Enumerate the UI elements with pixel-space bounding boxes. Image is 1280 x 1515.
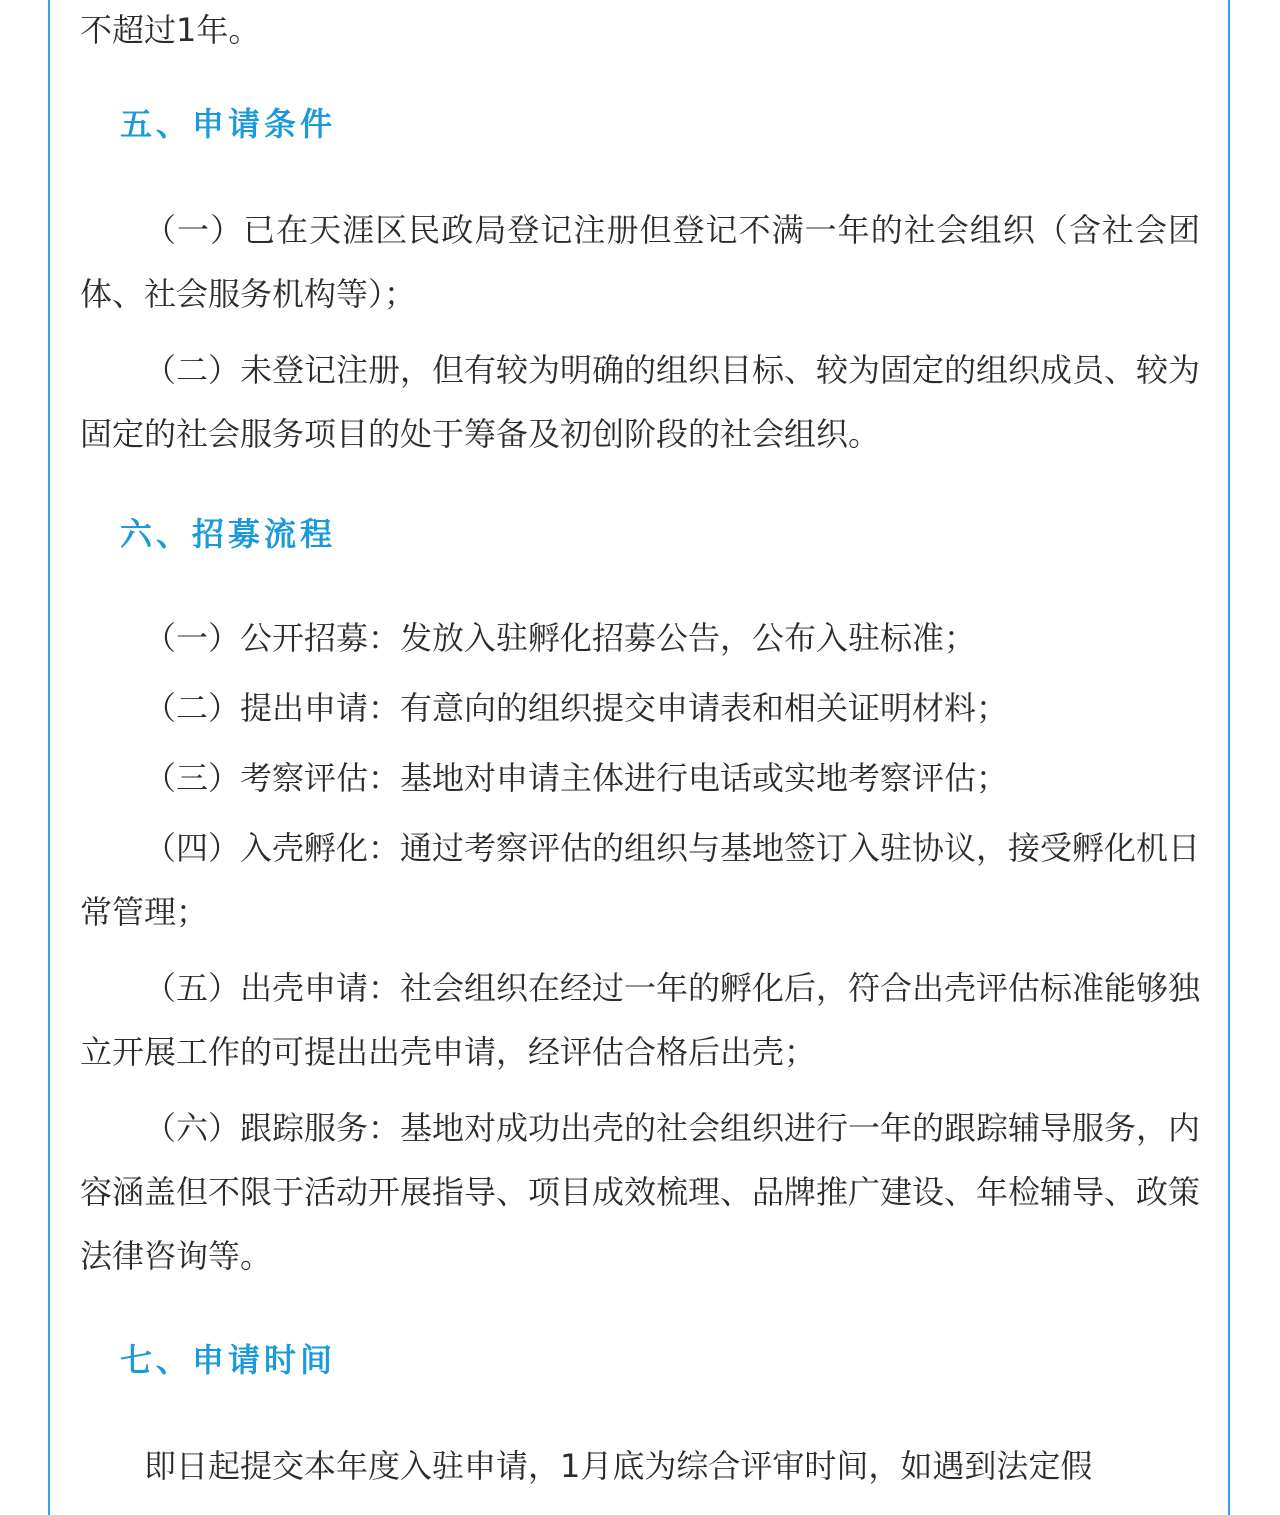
paragraph-term-limit: 不超过1年。 (80, 11, 261, 49)
paragraph-process-1: （一）公开招募：发放入驻孵化招募公告，公布入驻标准； (144, 619, 977, 657)
paragraph-process-5: （五）出壳申请：社会组织在经过一年的孵化后，符合出壳评估标准能够独立开展工作的可提出出壳申请，经评估合格后出壳； (80, 969, 1201, 1071)
paragraph-process-3: （三）考察评估：基地对申请主体进行电话或实地考察评估； (144, 759, 1009, 797)
paragraph-condition-2: （二）未登记注册，但有较为明确的组织目标、较为固定的组织成员、较为固定的社会服务项目的处于筹备及初创阶段的社会组织。 (80, 351, 1201, 453)
paragraph-process-4: （四）入壳孵化：通过考察评估的组织与基地签订入驻协议，接受孵化机日常管理； (80, 829, 1201, 931)
paragraph-application-time: 即日起提交本年度入驻申请，1月底为综合评审时间，如遇到法定假 (144, 1447, 1093, 1485)
paragraph-process-6: （六）跟踪服务：基地对成功出壳的社会组织进行一年的跟踪辅导服务，内容涵盖但不限于活动开展指导、项目成效梳理、品牌推广建设、年检辅导、政策法律咨询等。 (80, 1109, 1201, 1275)
paragraph-process-2: （二）提出申请：有意向的组织提交申请表和相关证明材料； (144, 689, 1009, 727)
section-heading-application-conditions: 五、申请条件 (120, 105, 337, 143)
section-heading-recruitment-process: 六、招募流程 (120, 515, 337, 553)
paragraph-condition-1: （一）已在天涯区民政局登记注册但登记不满一年的社会组织（含社会团体、社会服务机构等）； (80, 211, 1200, 313)
section-heading-application-time: 七、申请时间 (120, 1341, 337, 1379)
